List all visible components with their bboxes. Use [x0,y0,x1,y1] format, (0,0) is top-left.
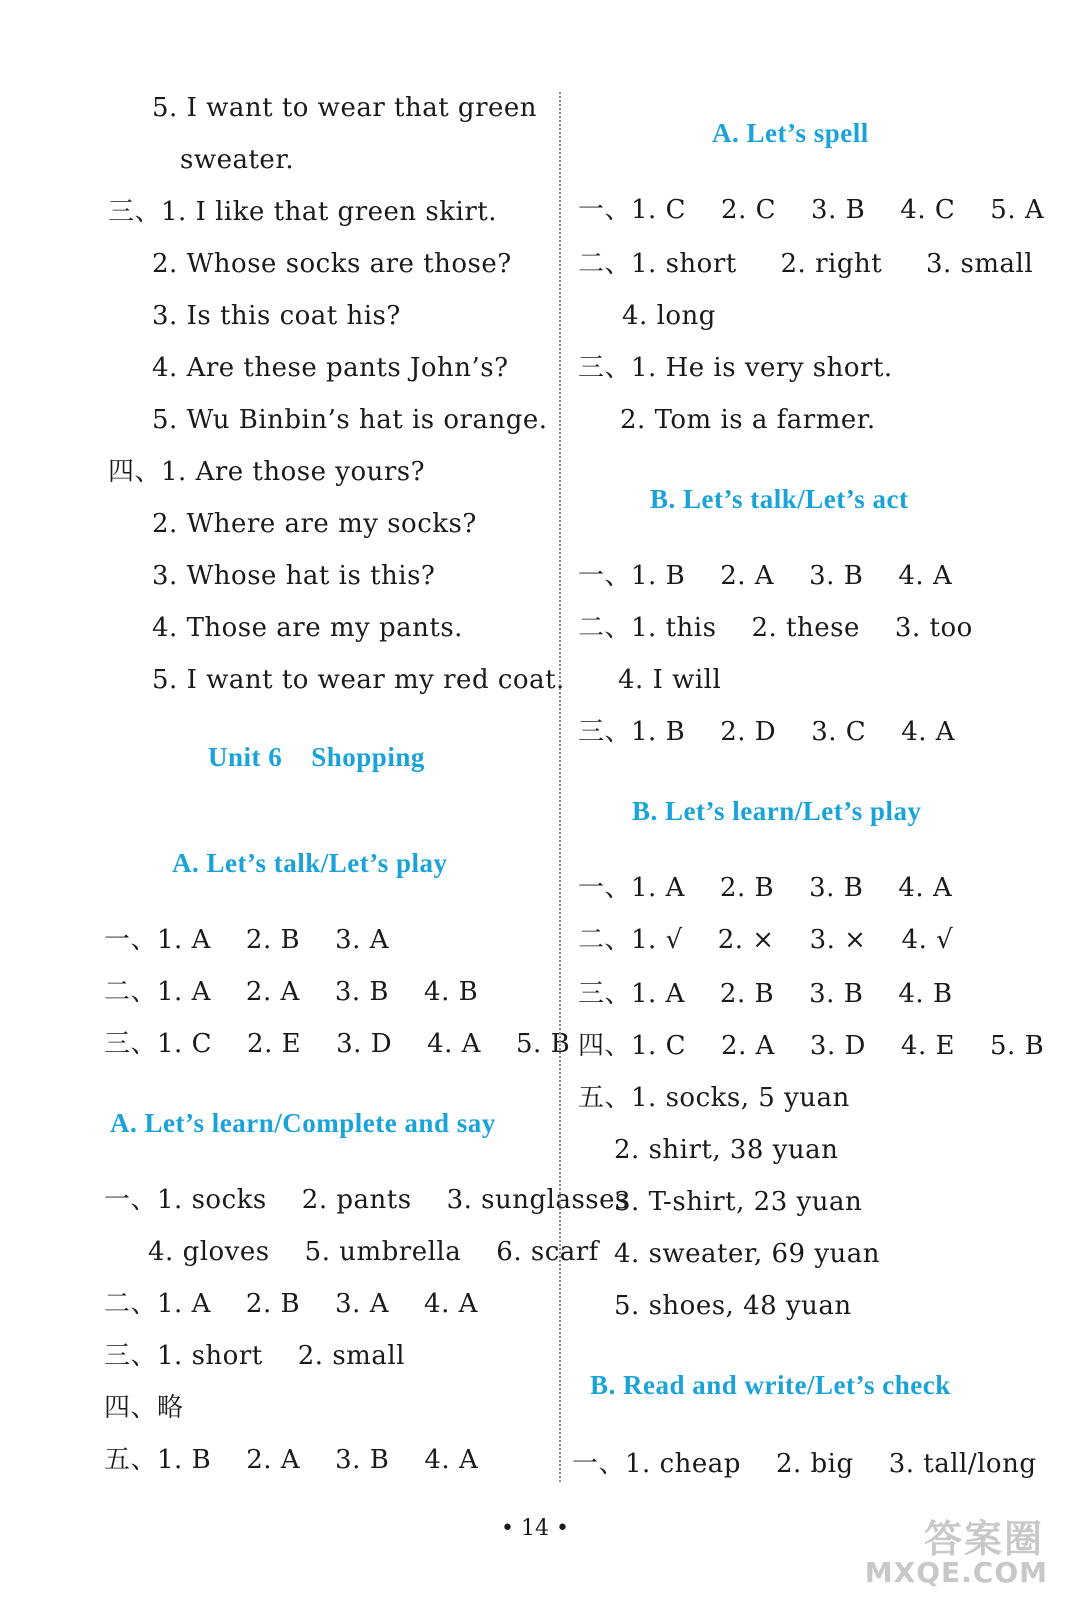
answer-line: 5. shoes, 48 yuan [614,1291,852,1321]
answer-line: 3. Whose hat is this? [152,561,436,591]
watermark-sub-text: MXQE.COM [864,1556,1048,1589]
section-heading: A. Let’s spell [712,118,869,148]
answer-line: 三、1. I like that green skirt. [108,197,497,227]
answer-line: 三、1. C 2. E 3. D 4. A 5. B [104,1029,571,1059]
section-heading: A. Let’s learn/Complete and say [110,1108,496,1138]
answer-line: 五、1. socks, 5 yuan [578,1083,850,1113]
section-heading: B. Let’s learn/Let’s play [632,796,922,826]
answer-line: 三、1. He is very short. [578,353,893,383]
watermark-main-text: 答案圈 [923,1517,1044,1561]
answer-line: 二、1. √ 2. × 3. × 4. √ [578,925,954,955]
answer-line: 5. I want to wear my red coat. [152,665,565,695]
answer-line: 四、1. Are those yours? [108,457,426,487]
answer-line: 4. Those are my pants. [152,613,463,643]
answer-line: 3. T-shirt, 23 yuan [614,1187,863,1217]
watermark-logo [852,1508,1052,1594]
answer-line: 3. Is this coat his? [152,301,401,331]
answer-line: 2. Whose socks are those? [152,249,512,279]
answer-line: 2. Where are my socks? [152,509,477,539]
answer-line: 三、1. A 2. B 3. B 4. B [578,979,953,1009]
answer-line: 一、1. C 2. C 3. B 4. C 5. A [578,195,1045,225]
answer-line: 四、略 [104,1393,184,1423]
section-heading: A. Let’s talk/Let’s play [172,848,448,878]
answer-line: 二、1. A 2. A 3. B 4. B [104,977,479,1007]
section-heading: B. Read and write/Let’s check [590,1370,951,1400]
answer-line: 三、1. B 2. D 3. C 4. A [578,717,956,747]
answer-line: 4. sweater, 69 yuan [614,1239,881,1269]
answer-line: 一、1. B 2. A 3. B 4. A [578,561,953,591]
answer-line: 4. I will [618,665,722,695]
answer-line: 4. Are these pants John’s? [152,353,509,383]
answer-line: 5. Wu Binbin’s hat is orange. [152,405,548,435]
answer-line: sweater. [180,145,295,175]
answer-line: 四、1. C 2. A 3. D 4. E 5. B [578,1031,1045,1061]
answer-line: 一、1. socks 2. pants 3. sunglasses [104,1185,629,1215]
page-number: • 14 • [501,1516,569,1541]
answer-line: 二、1. this 2. these 3. too [578,613,973,643]
answer-line: 4. gloves 5. umbrella 6. scarf [148,1237,599,1267]
answer-line: 一、1. cheap 2. big 3. tall/long [572,1449,1037,1479]
answer-line: 一、1. A 2. B 3. B 4. A [578,873,953,903]
answer-line: 5. I want to wear that green [152,93,538,123]
answer-line: 4. long [622,301,716,331]
answer-line: 一、1. A 2. B 3. A [104,925,389,955]
section-heading: B. Let’s talk/Let’s act [650,484,909,514]
answer-line: 2. shirt, 38 yuan [614,1135,839,1165]
answer-line: 五、1. B 2. A 3. B 4. A [104,1445,479,1475]
answer-line: 二、1. A 2. B 3. A 4. A [104,1289,478,1319]
answer-line: 二、1. short 2. right 3. small [578,249,1034,279]
answer-line: 2. Tom is a farmer. [620,405,876,435]
column-divider [559,92,561,1482]
answer-line: 三、1. short 2. small [104,1341,405,1371]
unit-heading: Unit 6 Shopping [208,742,425,772]
